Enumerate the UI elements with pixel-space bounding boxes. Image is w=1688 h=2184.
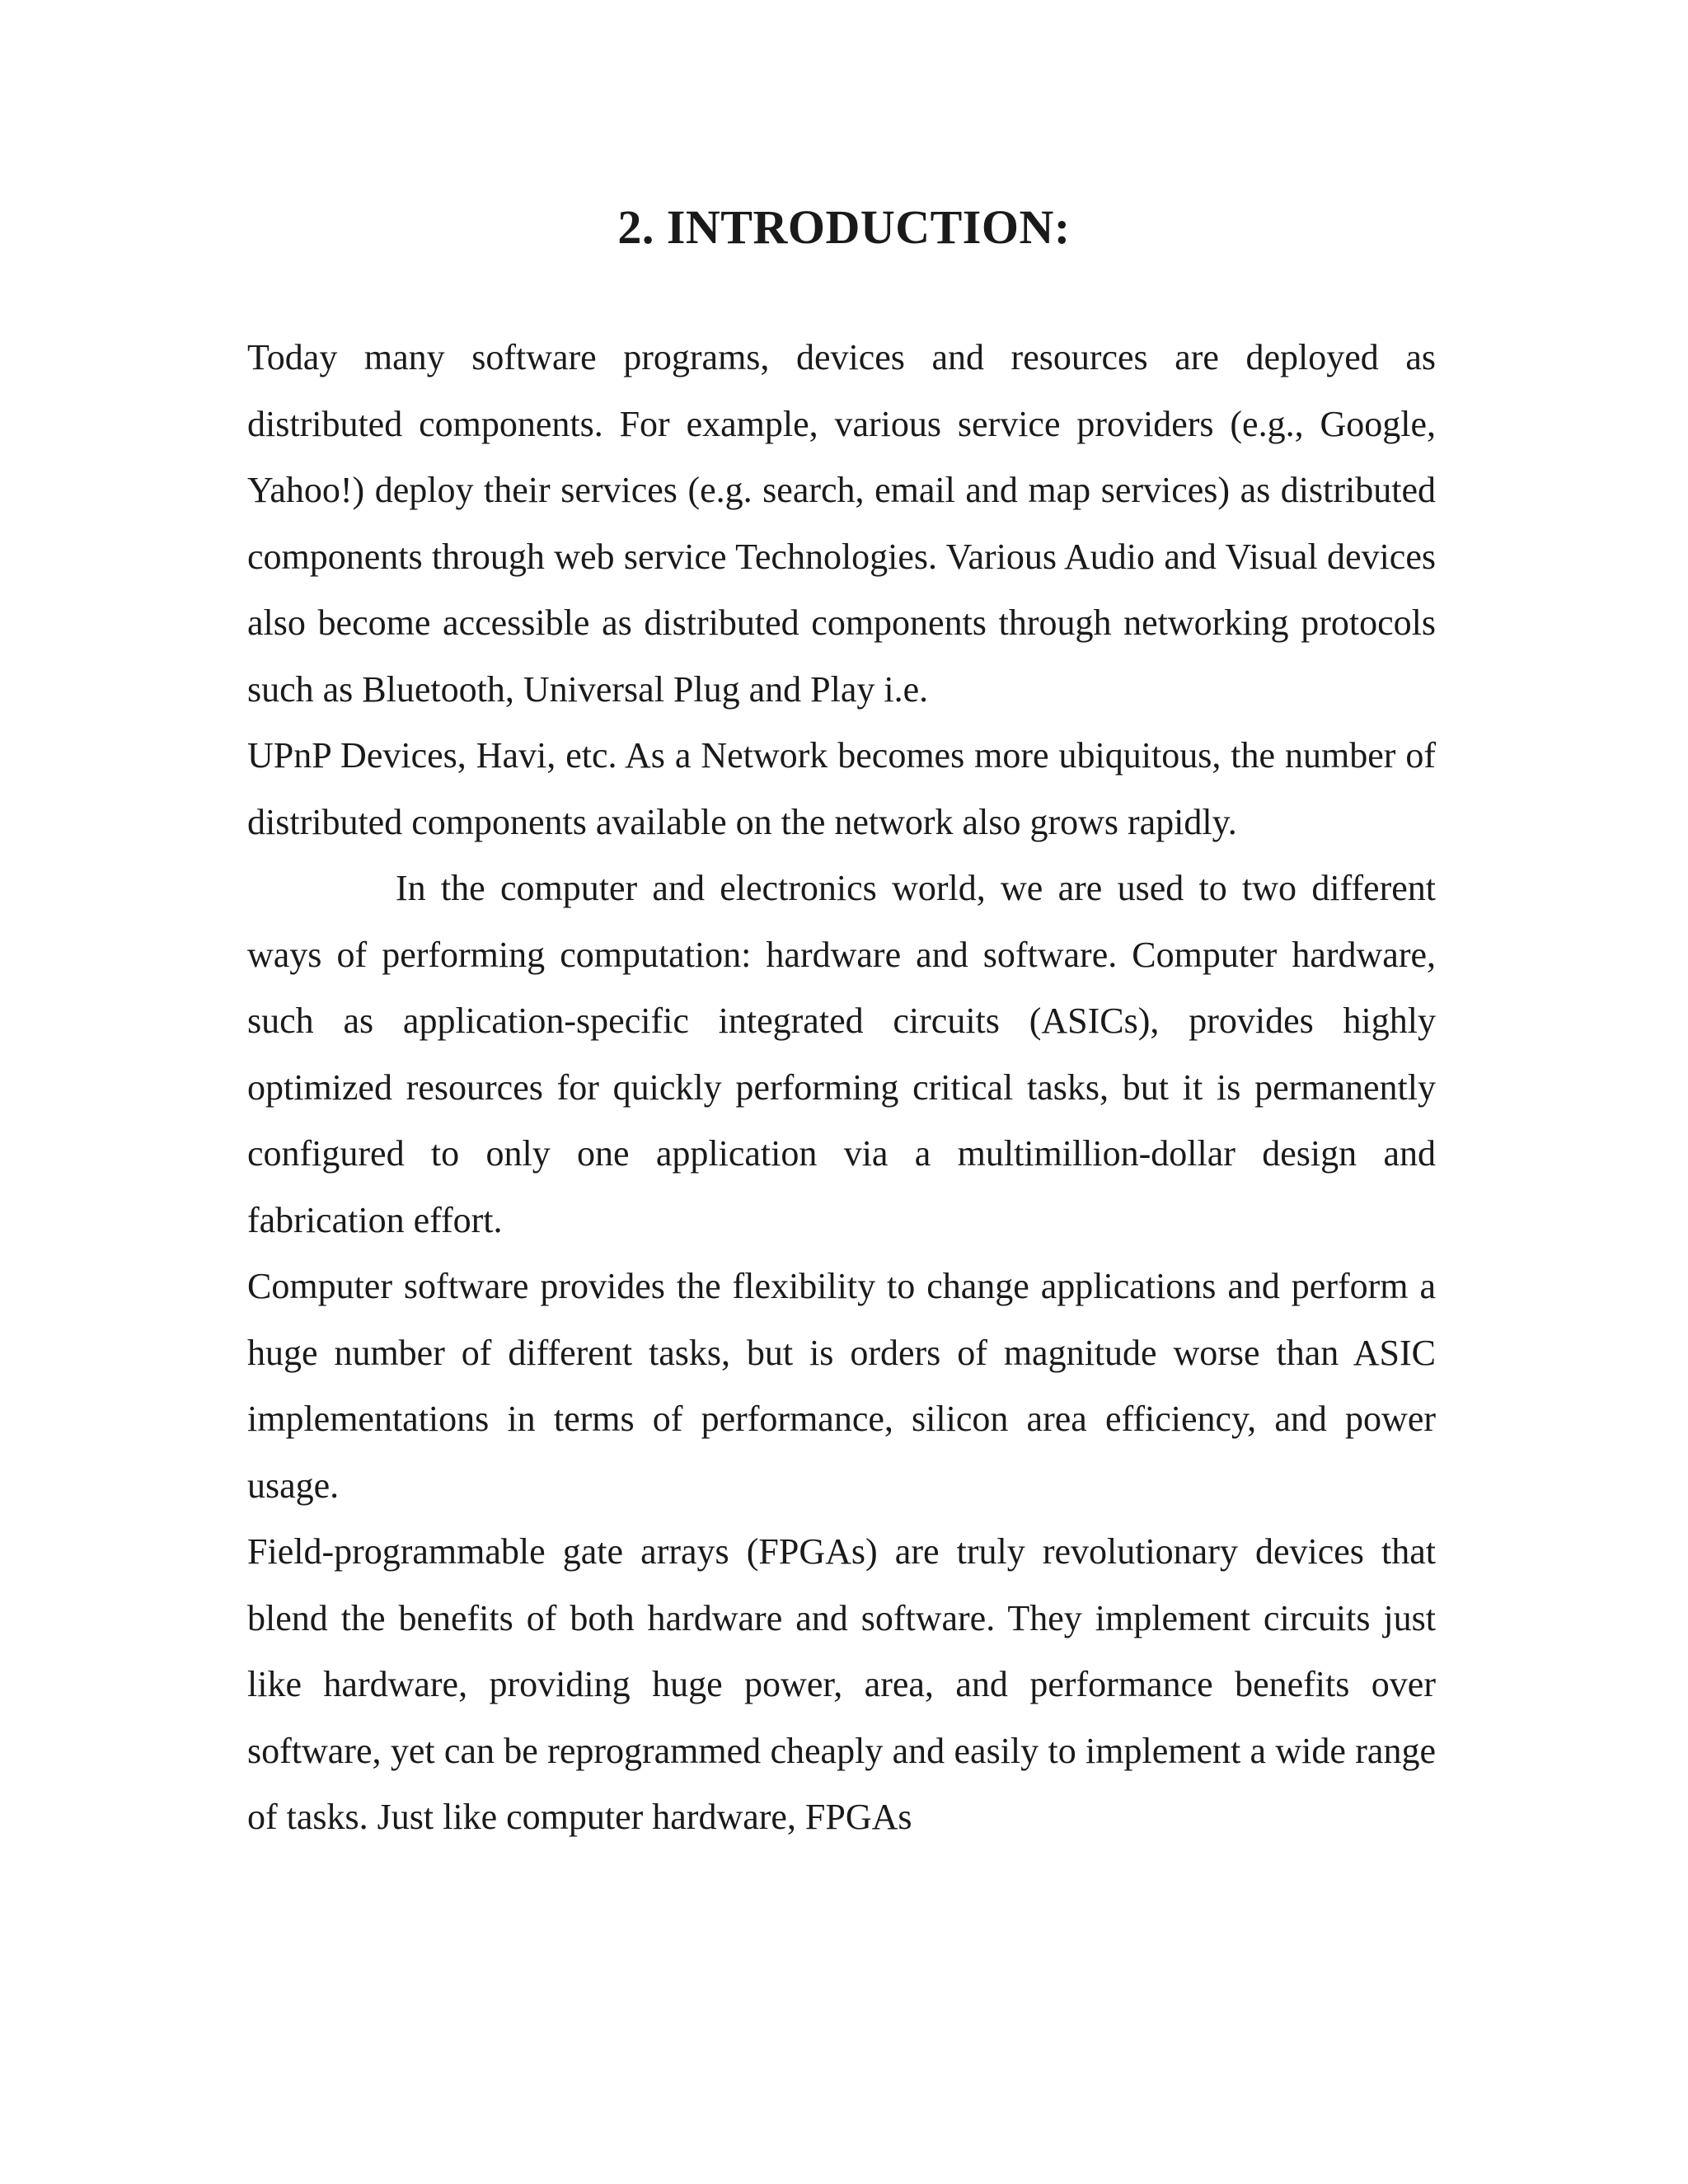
paragraph-upnp-devices: UPnP Devices, Havi, etc. As a Network becomes more ubiquitous, the number of distributed components available on the network also grows rapidly.: [247, 735, 1436, 842]
paragraph-hardware-software: In the computer and electronics world, we are used to two different ways of performing computation: hardware and software. Computer hardware, such as application-specific integrated circuits (ASICs), provides highly optimized resources for quickly performing critical tasks, but it is permanently configured to only one application via a multimillion-dollar design and fabrication effort.: [247, 868, 1436, 1240]
section-title: 2. INTRODUCTION:: [617, 200, 1071, 254]
paragraph-distributed-components: Today many software programs, devices and resources are deployed as distributed components. For example, various service providers (e.g., Google, Yahoo!) deploy their services (e.g. search, email and map services) as distributed components through web service Technologies. Various Audio and Visual devices also become accessible as distributed components through networking protocols such as Bluetooth, Universal Plug and Play i.e.: [247, 337, 1436, 710]
paragraph-computer-software: Computer software provides the flexibility to change applications and perform a huge number of different tasks, but is orders of magnitude worse than ASIC implementations in terms of performance, silicon area efficiency, and power usage.: [247, 1266, 1436, 1506]
body-text: [247, 325, 1436, 1851]
paragraph-fpgas: Field-programmable gate arrays (FPGAs) are truly revolutionary devices that blend the benefits of both hardware and software. They implement circuits just like hardware, providing huge power, area, and performance benefits over software, yet can be reprogrammed cheaply and easily to implement a wide range of tasks. Just like computer hardware, FPGAs: [247, 1531, 1436, 1837]
